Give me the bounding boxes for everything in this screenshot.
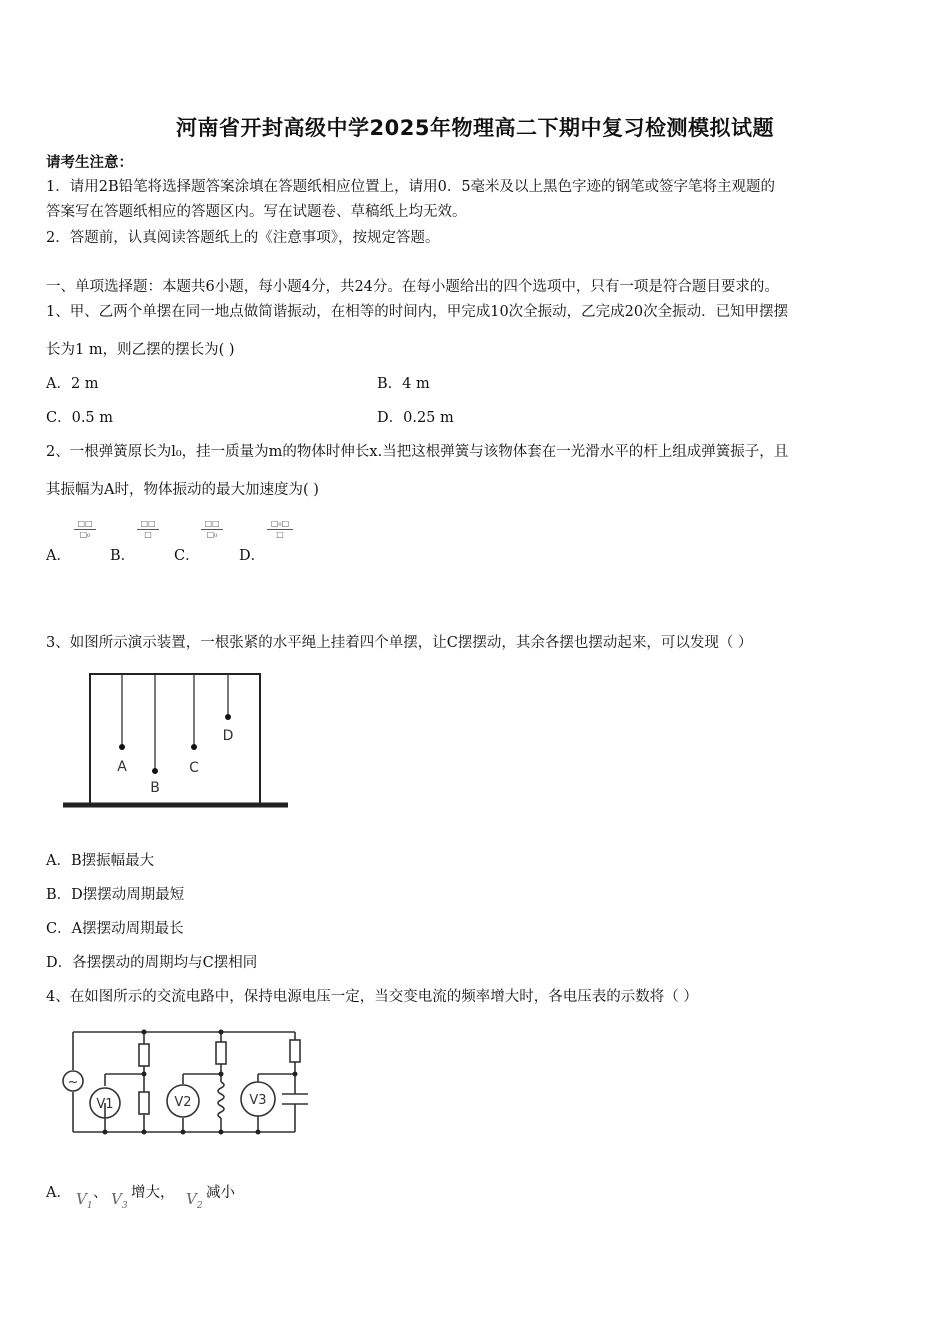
q2-stem-line-2: 其振幅为A时，物体振动的最大加速度为( )	[46, 482, 319, 498]
q3-option-d[interactable]: D．各摆摆动的周期均与C摆相同	[46, 955, 258, 971]
pendulum-b-bob	[152, 768, 158, 774]
branch-3-resistor	[290, 1040, 300, 1062]
pendulum-label-a: A	[117, 759, 127, 775]
q1-option-d[interactable]: D．0.25 m	[377, 410, 454, 426]
branch-2-resistor	[216, 1042, 226, 1064]
q1-option-a[interactable]: A．2 m	[46, 376, 99, 392]
q1-stem-line-1: 1、甲、乙两个单摆在同一地点做简谐振动，在相等的时间内，甲完成10次全振动，乙完成20次全振动．已知甲摆摆	[46, 304, 789, 320]
voltmeter-v1-label: V1	[96, 1097, 114, 1112]
q2-option-b[interactable]: B．	[110, 548, 136, 564]
pendulum-label-c: C	[189, 760, 199, 776]
branch-2-inductor	[218, 1082, 224, 1118]
voltmeter-v2-label: V2	[174, 1095, 192, 1110]
q3-option-c[interactable]: C．A摆摆动周期最长	[46, 921, 184, 937]
q1-stem-line-2: 长为1 m，则乙摆的摆长为( )	[46, 342, 235, 358]
q3-stem: 3、如图所示演示装置，一根张紧的水平绳上挂着四个单摆，让C摆摆动，其余各摆也摆动起来，可以发现（ ）	[46, 635, 753, 651]
q4-option-a[interactable]: A．	[46, 1185, 71, 1201]
q2-option-d[interactable]: D．	[239, 548, 266, 564]
pendulum-label-d: D	[222, 728, 234, 744]
notice-line-1b: 答案写在答题纸相应的答题区内。写在试题卷、草稿纸上均无效。	[46, 204, 467, 220]
ac-circuit-diagram	[58, 1022, 318, 1140]
page-title: 河南省开封高级中学2025年物理高二下期中复习检测模拟试题	[176, 116, 774, 140]
pendulum-d-bob	[225, 714, 231, 720]
section-heading: 一、单项选择题：本题共6小题，每小题4分，共24分。在每小题给出的四个选项中，只有一项是符合题目要求的。	[46, 279, 779, 295]
q2-option-b-formula: □□ □	[137, 519, 159, 540]
pendulum-label-b: B	[150, 780, 160, 796]
pendulum-c-bob	[191, 744, 197, 750]
voltmeter-v3-label: V3	[249, 1093, 267, 1108]
q2-stem-line-1: 2、一根弹簧原长为l₀，挂一质量为m的物体时伸长x.当把这根弹簧与该物体套在一光滑水平的杆上组成弹簧振子，且	[46, 444, 789, 460]
notice-line-2: 2．答题前，认真阅读答题纸上的《注意事项》，按规定答题。	[46, 230, 440, 246]
notice-line-1a: 1．请用2B铅笔将选择题答案涂填在答题纸相应位置上，请用0．5毫米及以上黑色字迹的钢笔或签字笔将主观题的	[46, 179, 776, 195]
branch-1-resistor-top	[139, 1044, 149, 1066]
q2-option-c[interactable]: C．	[174, 548, 200, 564]
q2-option-d-formula: □₀□ □	[267, 519, 293, 540]
q4-option-a-decrease: 减小	[206, 1185, 235, 1201]
q2-option-a[interactable]: A．	[46, 548, 71, 564]
q4-option-a-separator: 、	[93, 1185, 108, 1201]
ac-source-symbol: ~	[67, 1075, 79, 1090]
q3-option-b[interactable]: B．D摆摆动周期最短	[46, 887, 185, 903]
branch-1-resistor-bottom	[139, 1092, 149, 1114]
q1-option-b[interactable]: B．4 m	[377, 376, 430, 392]
q2-option-c-formula: □□ □₀	[201, 519, 223, 540]
q4-option-a-v1: $V_1$	[76, 1190, 93, 1211]
pendulum-diagram	[60, 668, 295, 813]
q1-option-c[interactable]: C．0.5 m	[46, 410, 114, 426]
q2-option-a-formula: □□ □₀	[74, 519, 96, 540]
q4-stem: 4、在如图所示的交流电路中，保持电源电压一定，当交变电流的频率增大时，各电压表的示数将（ ）	[46, 989, 698, 1005]
q3-option-a[interactable]: A．B摆振幅最大	[46, 853, 155, 869]
q4-option-a-v2: $V_2$	[186, 1190, 203, 1211]
q4-option-a-increase: 增大，	[131, 1185, 175, 1201]
pendulum-a-bob	[119, 744, 125, 750]
q4-option-a-v3: $V_3$	[111, 1190, 128, 1211]
notice-heading: 请考生注意：	[46, 154, 133, 171]
